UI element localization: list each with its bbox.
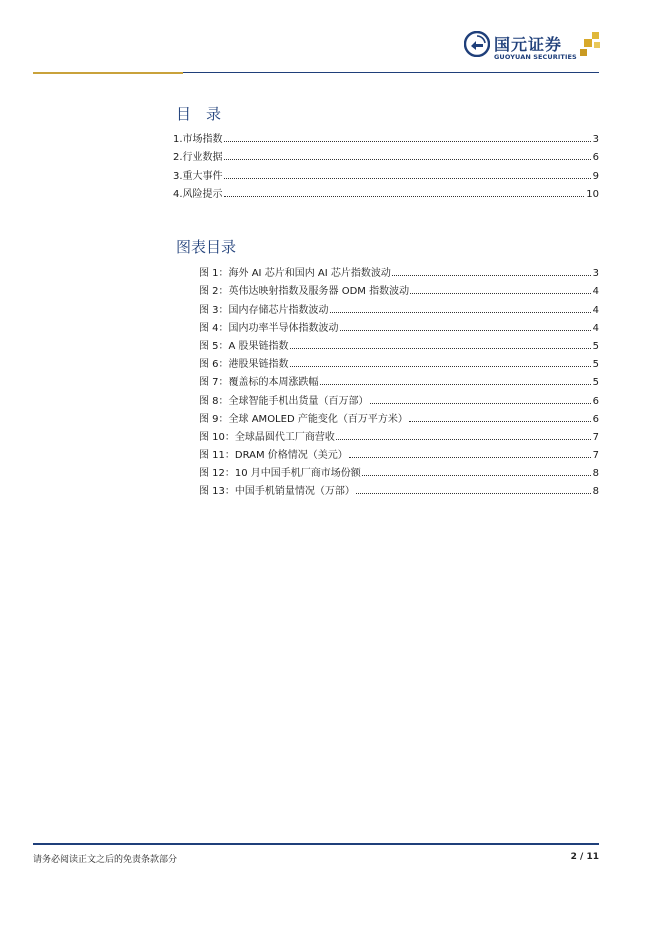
toc-leader-dots bbox=[290, 347, 591, 349]
toc-title: 目 录 bbox=[176, 105, 222, 123]
toc-entry[interactable] bbox=[199, 443, 599, 461]
toc-leader-dots bbox=[392, 274, 591, 276]
toc-entry-label: 图 6：港股果链指数 bbox=[199, 359, 289, 371]
toc-entry[interactable] bbox=[199, 370, 599, 388]
toc-entry[interactable] bbox=[173, 163, 599, 181]
figure-toc-list bbox=[199, 261, 599, 497]
footer-disclaimer: 请务必阅读正文之后的免责条款部分 bbox=[33, 855, 178, 865]
toc-entry-label: 图 10：全球晶圆代工厂商营收 bbox=[199, 431, 335, 443]
toc-entry-label: 图 2：英伟达映射指数及服务器 ODM 指数波动 bbox=[199, 286, 410, 298]
toc-leader-dots bbox=[320, 383, 591, 385]
toc-entry-label: 图 12：10 月中国手机厂商市场份额 bbox=[199, 468, 361, 480]
toc-leader-dots bbox=[330, 311, 591, 313]
toc-entry[interactable] bbox=[199, 334, 599, 352]
toc-entry-label: 图 5：A 股果链指数 bbox=[199, 340, 289, 352]
toc-entry-page: 6 bbox=[592, 152, 599, 164]
toc-entry-label: 图 3：国内存储芯片指数波动 bbox=[199, 304, 329, 316]
toc-leader-dots bbox=[410, 292, 591, 294]
logo-emblem-icon bbox=[464, 31, 490, 57]
toc-entry-page: 5 bbox=[592, 359, 599, 371]
toc-entry-page: 4 bbox=[592, 304, 599, 316]
toc-entry-page: 6 bbox=[592, 395, 599, 407]
company-logo bbox=[464, 31, 604, 65]
logo-text-en: GUOYUAN SECURITIES bbox=[494, 53, 577, 61]
toc-entry-label: 图 9：全球 AMOLED 产能变化（百万平方米） bbox=[199, 413, 408, 425]
toc-entry-label: 2.行业数据 bbox=[173, 152, 223, 164]
toc-leader-dots bbox=[370, 402, 591, 404]
toc-entry-label: 图 4：国内功率半导体指数波动 bbox=[199, 322, 339, 334]
toc-leader-dots bbox=[224, 158, 591, 160]
toc-entry-page: 10 bbox=[586, 188, 599, 200]
toc-entry[interactable] bbox=[199, 479, 599, 497]
toc-entry[interactable] bbox=[199, 352, 599, 370]
toc-entry-label: 图 8：全球智能手机出货量（百万部） bbox=[199, 395, 369, 407]
toc-entry-page: 3 bbox=[592, 134, 599, 146]
toc-entry-page: 4 bbox=[592, 322, 599, 334]
toc-entry[interactable] bbox=[199, 297, 599, 315]
logo-squares-icon bbox=[580, 31, 602, 57]
toc-entry[interactable] bbox=[199, 388, 599, 406]
toc-entry-label: 图 7：覆盖标的本周涨跌幅 bbox=[199, 377, 319, 389]
toc-entry[interactable] bbox=[199, 407, 599, 425]
header-rule bbox=[183, 72, 599, 73]
toc-leader-dots bbox=[356, 492, 591, 494]
toc-entry[interactable] bbox=[173, 182, 599, 200]
toc-leader-dots bbox=[340, 329, 591, 331]
toc-leader-dots bbox=[409, 420, 591, 422]
toc-entry-page: 7 bbox=[592, 431, 599, 443]
footer-rule bbox=[33, 843, 599, 845]
toc-leader-dots bbox=[224, 140, 591, 142]
toc-entry-page: 4 bbox=[592, 286, 599, 298]
header-rule-accent bbox=[33, 72, 183, 74]
toc-entry-page: 5 bbox=[592, 340, 599, 352]
toc-entry-page: 5 bbox=[592, 377, 599, 389]
toc-entry-label: 图 11：DRAM 价格情况（美元） bbox=[199, 450, 348, 462]
toc-entry[interactable] bbox=[199, 261, 599, 279]
toc-leader-dots bbox=[336, 438, 591, 440]
toc-entry-page: 7 bbox=[592, 450, 599, 462]
toc-list bbox=[173, 127, 599, 200]
toc-entry-label: 4.风险提示 bbox=[173, 188, 223, 200]
toc-entry-page: 9 bbox=[592, 170, 599, 182]
toc-entry-label: 1.市场指数 bbox=[173, 134, 223, 146]
toc-leader-dots bbox=[362, 474, 591, 476]
toc-leader-dots bbox=[349, 456, 591, 458]
toc-entry[interactable] bbox=[199, 461, 599, 479]
toc-leader-dots bbox=[290, 365, 591, 367]
toc-entry-label: 图 1：海外 AI 芯片和国内 AI 芯片指数波动 bbox=[199, 268, 391, 280]
page-number: 2 / 11 bbox=[570, 852, 599, 862]
toc-leader-dots bbox=[224, 195, 585, 197]
toc-entry[interactable] bbox=[173, 145, 599, 163]
toc-entry[interactable] bbox=[173, 127, 599, 145]
toc-entry[interactable] bbox=[199, 316, 599, 334]
toc-entry-label: 图 13：中国手机销量情况（万部） bbox=[199, 486, 355, 498]
logo-text-cn: 国元证券 bbox=[494, 35, 563, 54]
toc-entry-page: 3 bbox=[592, 268, 599, 280]
toc-entry-page: 8 bbox=[592, 486, 599, 498]
toc-entry-page: 8 bbox=[592, 468, 599, 480]
toc-leader-dots bbox=[224, 177, 591, 179]
figure-toc-title: 图表目录 bbox=[176, 238, 237, 256]
toc-entry[interactable] bbox=[199, 279, 599, 297]
toc-entry-page: 6 bbox=[592, 413, 599, 425]
toc-entry-label: 3.重大事件 bbox=[173, 170, 223, 182]
toc-entry[interactable] bbox=[199, 425, 599, 443]
